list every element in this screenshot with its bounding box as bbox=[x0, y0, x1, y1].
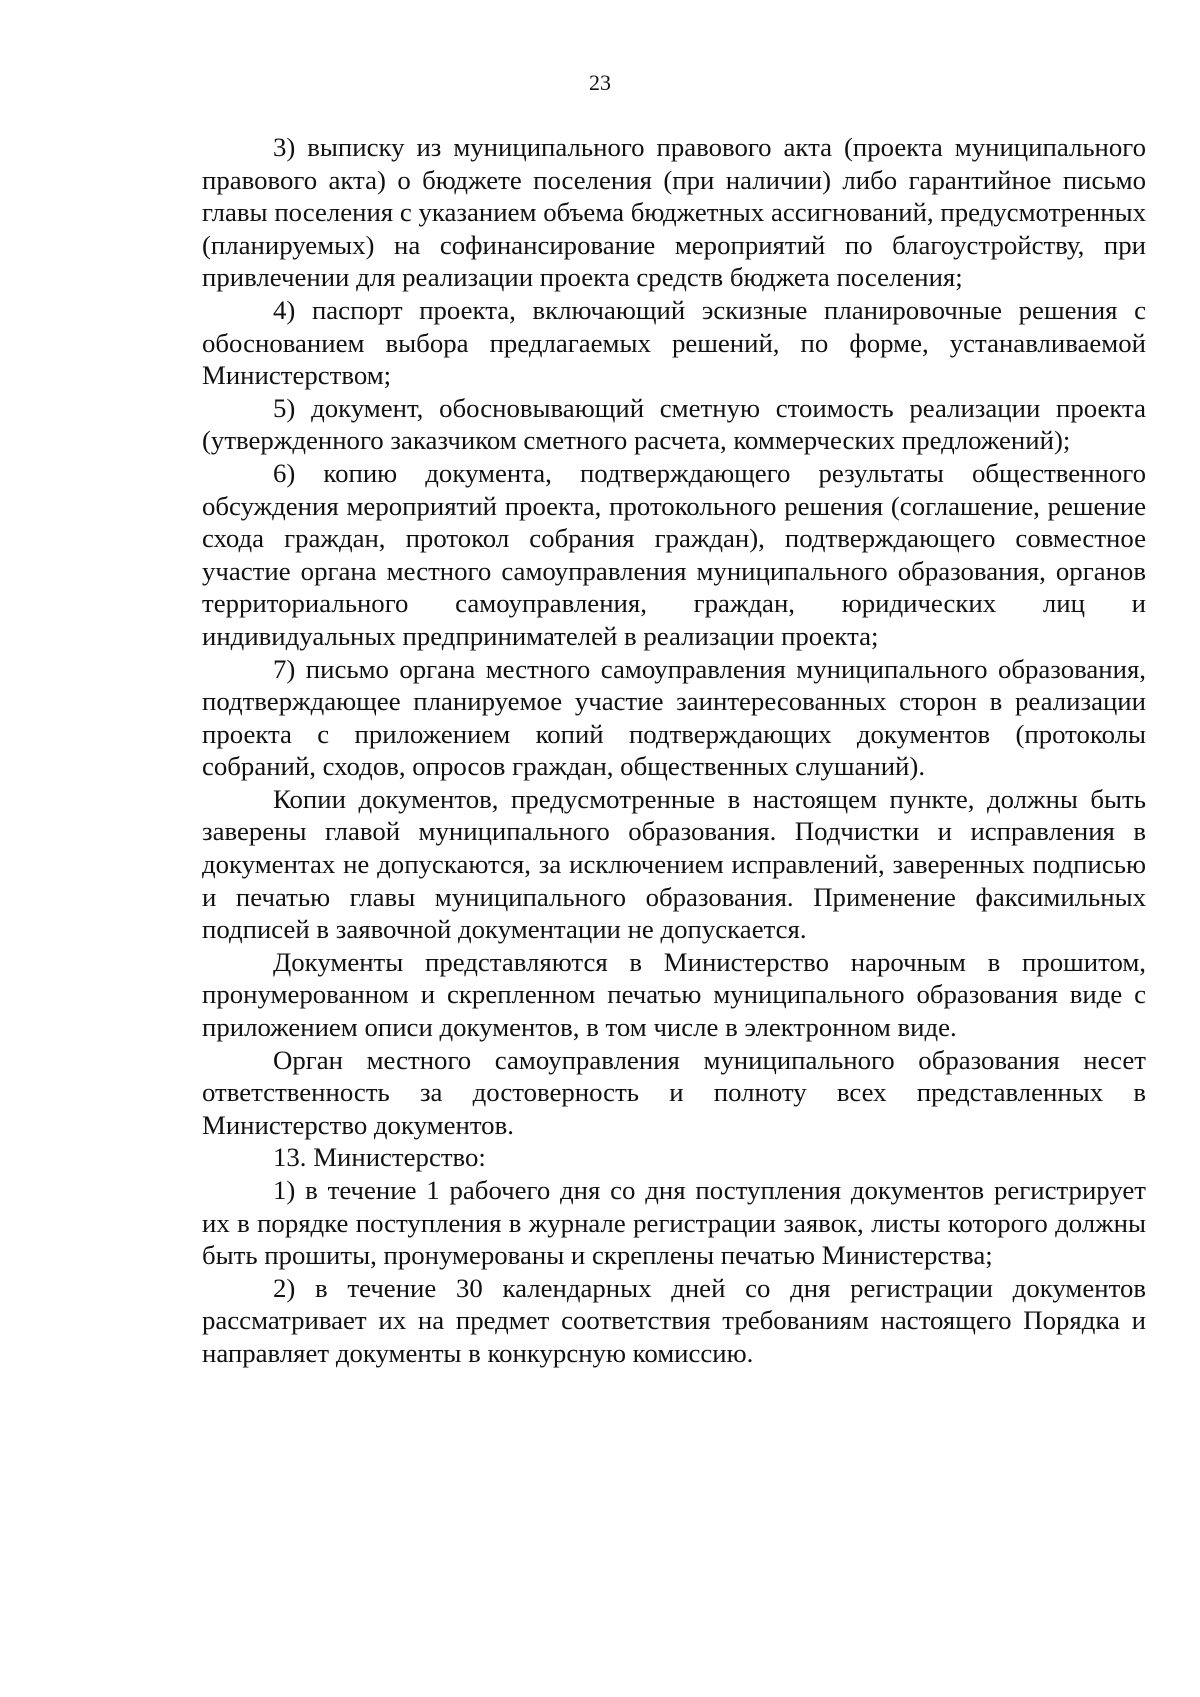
section-13-heading: 13. Министерство: bbox=[273, 1142, 486, 1173]
paragraph-item-6: 6) копию документа, подтверждающего результаты общественного обсуждения мероприятий проекта, протокольного решения (соглашение, решение схода граждан, протокол собрания граждан), подтверждающего совместное участие органа местного самоуправления муниципального образования, органов территориального самоуправления, граждан, юридических лиц и индивидуальных предпринимателей в реализации проекта; bbox=[202, 457, 1146, 651]
paragraph-item-5: 5) документ, обосновывающий сметную стоимость реализации проекта (утвержденного заказчиком сметного расчета, коммерческих предложений); bbox=[202, 392, 1146, 456]
page-number: 23 bbox=[589, 70, 611, 95]
paragraph-item-4: 4) паспорт проекта, включающий эскизные планировочные решения с обоснованием выбора предлагаемых решений, по форме, устанавливаемой Министерством; bbox=[202, 294, 1146, 391]
paragraph-responsibility: Орган местного самоуправления муниципального образования несет ответственность за достоверность и полноту всех представленных в Министерство документов. bbox=[202, 1044, 1146, 1140]
paragraph-13-item-2: 2) в течение 30 календарных дней со дня регистрации документов рассматривает их на предмет соответствия требованиям настоящего Порядка и направляет документы в конкурсную комиссию. bbox=[202, 1272, 1146, 1368]
document-body bbox=[202, 131, 1146, 1370]
paragraph-13-item-1: 1) в течение 1 рабочего дня со дня поступления документов регистрирует их в порядке поступления в журнале регистрации заявок, листы которого должны быть прошиты, пронумерованы и скреплены печатью Министерства; bbox=[202, 1175, 1146, 1271]
paragraph-copies-certification: Копии документов, предусмотренные в настоящем пункте, должны быть заверены главой муниципального образования. Подчистки и исправления в документах не допускаются, за исключением исправлений, заверенных подписью и печатью главы муниципального образования. Применение факсимильных подписей в заявочной документации не допускается. bbox=[202, 783, 1146, 945]
paragraph-submission: Документы представляются в Министерство нарочным в прошитом, пронумерованном и скрепленном печатью муниципального образования виде с приложением описи документов, в том числе в электронном виде. bbox=[202, 946, 1146, 1043]
paragraph-item-3: 3) выписку из муниципального правового акта (проекта муниципального правового акта) о бюджете поселения (при наличии) либо гарантийное письмо главы поселения с указанием объема бюджетных ассигнований, предусмотренных (планируемых) на софинансирование мероприятий по благоустройству, при привлечении для реализации проекта средств бюджета поселения; bbox=[202, 132, 1146, 293]
paragraph-item-7: 7) письмо органа местного самоуправления муниципального образования, подтверждающее планируемое участие заинтересованных сторон в реализации проекта с приложением копий подтверждающих документов (протоколы собраний, сходов, опросов граждан, общественных слушаний). bbox=[202, 653, 1146, 782]
